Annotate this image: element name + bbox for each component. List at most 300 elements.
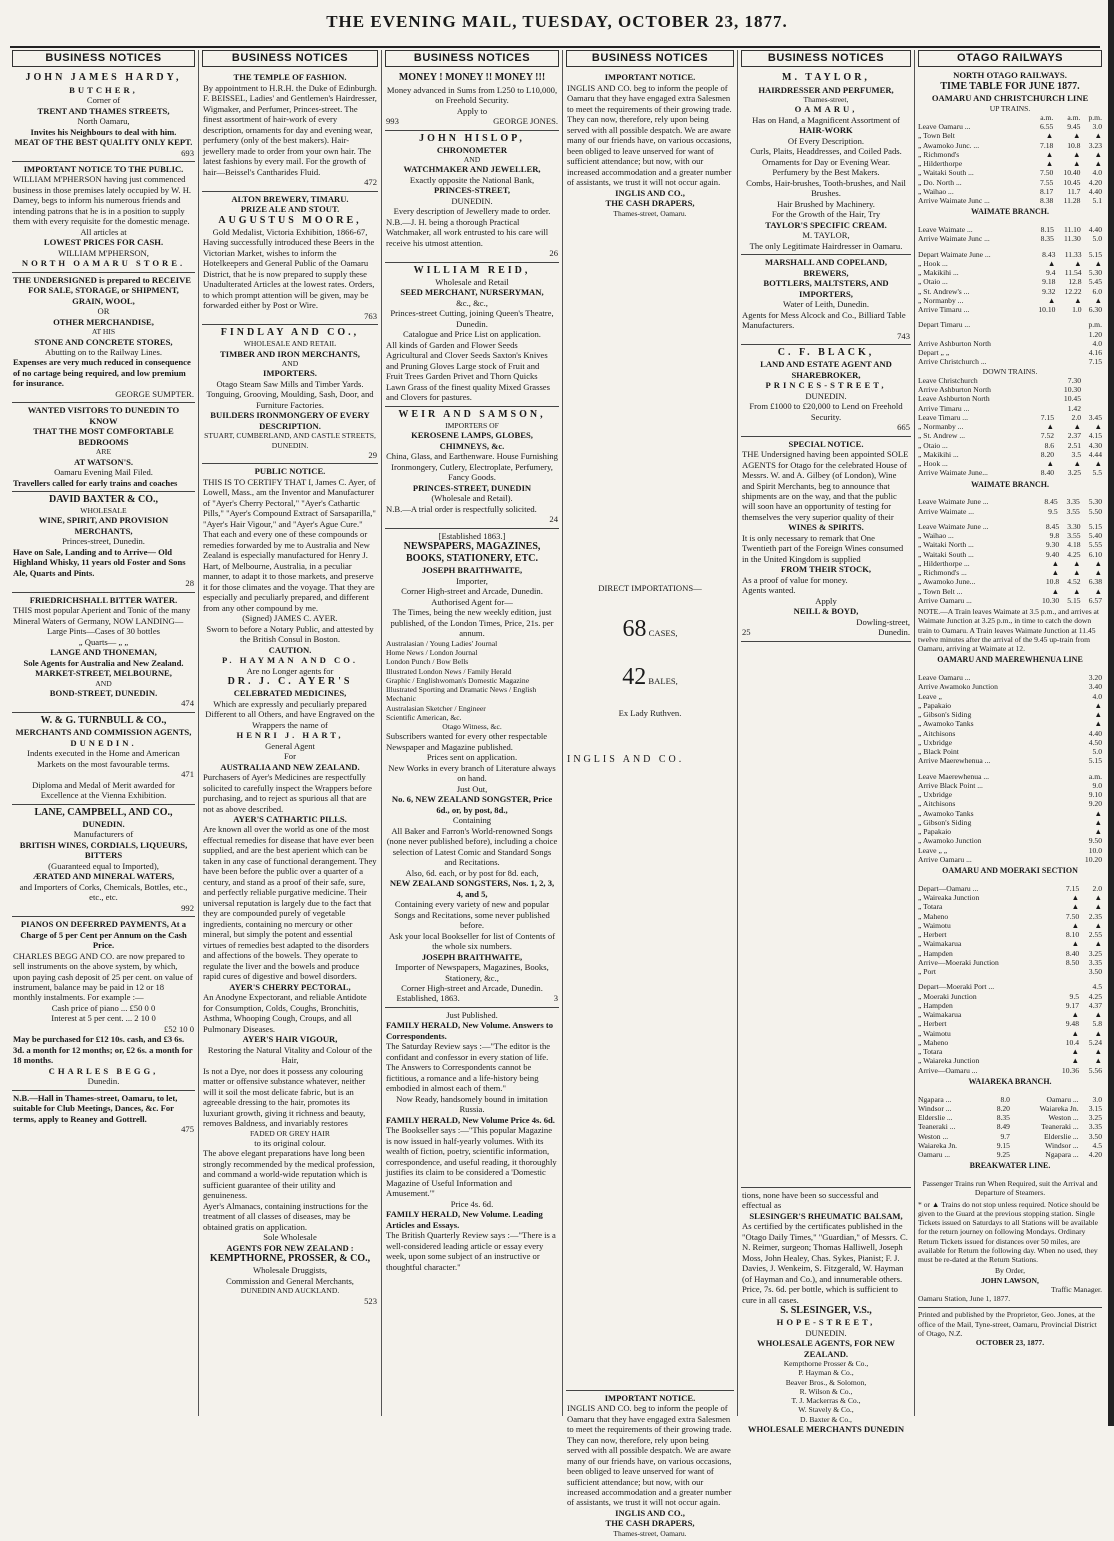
table-cell: „ Totara: [918, 902, 943, 912]
table-cell: 7.50: [1040, 168, 1054, 178]
list-item: „ Awamoko Tanks: [918, 808, 974, 818]
ad-text: DUNEDIN.: [70, 737, 137, 748]
table-row: [918, 949, 1102, 958]
ad-hall: [12, 1091, 195, 1138]
ad-text: Exactly opposite the National Bank,: [409, 174, 535, 185]
column-header: BUSINESS NOTICES: [741, 50, 911, 67]
table-row: [918, 413, 1102, 422]
table-row: [918, 1141, 1102, 1150]
ad-heading: WILLIAM REID,: [413, 264, 531, 276]
table-cell: 5.8: [1092, 1019, 1102, 1029]
ad-text: Expenses are very much reduced in consequence of no cartage being required, and low premium for insurance.: [13, 357, 191, 389]
timetable: [918, 225, 1102, 244]
table-cell: Teaneraki ...: [1041, 1122, 1079, 1132]
column-header: BUSINESS NOTICES: [566, 50, 734, 67]
list-item: „ Aitchisons: [918, 799, 956, 809]
ad-text: (Signed) JAMES C. AYER.: [242, 613, 338, 624]
table-cell: 4.25: [1088, 991, 1102, 1001]
list-item: Leave Maerewhenua ...: [918, 771, 990, 781]
table-cell: ▲: [1094, 939, 1102, 949]
table-cell: Leave Timaru ...: [918, 412, 968, 422]
ad-text: [Established 1863.]: [438, 530, 506, 541]
table-row: [918, 122, 1102, 131]
table-row: [918, 450, 1102, 459]
table-row: [918, 540, 1102, 549]
table-row: [918, 1122, 1102, 1131]
cases-line: [567, 615, 733, 644]
table-cell: „ Maheno: [918, 1037, 949, 1047]
table-cell: „ Waimakarua: [918, 1010, 962, 1020]
table-row: [918, 531, 1102, 540]
table-row: [918, 1056, 1102, 1065]
table-row: [918, 277, 1102, 286]
ad-text: Water of Leith, Dunedin.: [783, 299, 869, 310]
ad-text: CHARLES BEGG AND CO. are now prepared to sell instruments on the above system, by which, upon paying cash deposit of 25 per cent. on value of instrument, balance may be paid in 12 or 18 monthly instalments. For example :—: [13, 950, 193, 1003]
table-cell: „ Otaio ...: [918, 440, 948, 450]
list-item: 4.40: [1088, 728, 1102, 738]
newspaper-title: THE EVENING MAIL, TUESDAY, OCTOBER 23, 1877.: [326, 12, 788, 31]
table-row: [918, 1047, 1102, 1056]
table-row: [918, 1029, 1102, 1038]
top-rule: [10, 46, 1100, 48]
table-cell: Leave Waimate ...: [918, 225, 973, 235]
table-cell: „ Waireaka Junction: [918, 893, 980, 903]
ad-moore: [202, 192, 378, 326]
list-item: „ Uxbridge: [918, 737, 952, 747]
table-cell: 8.35: [1040, 234, 1054, 244]
table-cell: ▲: [1071, 902, 1080, 912]
table-cell: „ St. Andrew's ...: [918, 286, 970, 296]
ad-list-item: D. Baxter & Co.,: [800, 1414, 852, 1424]
ad-baxter: [12, 492, 195, 593]
table-cell: 9.40: [1045, 549, 1060, 559]
table-cell: 2.0: [1071, 412, 1082, 422]
table-row: [918, 1038, 1102, 1047]
ad-number: 24: [549, 514, 558, 525]
table-row: [918, 431, 1102, 440]
ad-text: Diploma and Medal of Merit awarded for Excellence at the Vienna Exhibition.: [32, 779, 175, 801]
ad-heading: IMPORTANT NOTICE TO THE PUBLIC.: [23, 163, 184, 174]
page-edge: [1108, 0, 1114, 1426]
table-cell: ▲: [1047, 258, 1056, 268]
table-cell: 8.20: [996, 1103, 1010, 1113]
table-cell: ▲: [1072, 159, 1081, 169]
ad-text: As a proof of value for money.: [742, 574, 848, 585]
table-cell: 2.35: [1088, 911, 1102, 921]
ad-heading: THE TEMPLE OF FASHION.: [233, 72, 347, 83]
ad-heading: IMPORTANT NOTICE.: [604, 72, 696, 83]
timetable: [918, 497, 1102, 516]
table-cell: 8.38: [1040, 196, 1054, 206]
table-cell: ▲: [1094, 893, 1102, 903]
ad-list-item: Otago Witness, &c.: [442, 722, 502, 732]
table-cell: „ Waimakarua: [918, 939, 962, 949]
list-item: 3.40: [1088, 682, 1102, 692]
ad-text: AUGUSTUS MOORE,: [218, 214, 362, 226]
ad-text: By appointment to H.R.H. the Duke of Edinburgh.: [203, 82, 377, 93]
section-title: WAIAREKA BRANCH.: [968, 1076, 1052, 1086]
table-row: [918, 958, 1102, 967]
ad-heading: FINDLAY AND CO.,: [220, 327, 360, 339]
table-cell: Weston ...: [1048, 1113, 1079, 1123]
ad-text: All kinds of Garden and Flower Seeds Agricultural and Clover Seeds Saxton's Knives and Pruning Gloves Large stock of Fruit and Fruit Trees Garden Privet and Thorn Quicks Lawn Grass of the finest quality Mixed Grasses and Clovers for pastures.: [386, 339, 550, 403]
table-cell: Arrive Timaru ...: [918, 305, 970, 315]
ad-text: General Agent: [265, 740, 315, 751]
table-cell: ▲: [1071, 920, 1080, 930]
table-cell: 2.51: [1067, 440, 1082, 450]
table-cell: 10.4: [1065, 1037, 1080, 1047]
table-cell: Arrive Waimate Junc ...: [918, 234, 990, 244]
ad-list-item: Kempthorne Prosser & Co.,: [783, 1359, 869, 1369]
ad-text: P. HAYMAN AND CO.: [221, 655, 359, 666]
ad-friedrichshall: [12, 593, 195, 713]
table-cell: ▲: [1094, 1010, 1102, 1020]
ad-number: 474: [181, 698, 194, 709]
ad-text: FOR SALE, STORAGE, or SHIPMENT, GRAIN, WOOL,: [28, 285, 179, 306]
table-cell: ▲: [1094, 422, 1102, 432]
column-1: [12, 50, 195, 1418]
table-cell: 9.17: [1065, 1000, 1080, 1010]
table-row: [918, 348, 1102, 357]
timetable: [918, 1095, 1102, 1160]
table-row: [918, 559, 1102, 568]
table-cell: „ Hook ...: [918, 258, 948, 268]
table-cell: 3.50: [1088, 1131, 1102, 1141]
table-row: [918, 113, 1102, 122]
ad-heading: M. TAYLOR,: [782, 72, 870, 84]
ad-text: INGLIS AND CO. beg to inform the people of Oamaru that they have engaged extra Salesmen to meet the requirements of their growing trade. They can now, therefore, rely upon being served with all possible despatch. We are aware many of our friends have, on various occasions, been obliged to leave unserved for want of sufficient attendance; but now, with our increased accommodation and a greater number of assistants, we trust it will not occur again.: [567, 1403, 732, 1508]
table-cell: Arrive Timaru ...: [918, 403, 970, 413]
ad-number: 693: [181, 147, 194, 158]
ad-text: Are known all over the world as one of the most effectual remedies for disease that have ever been supplied, and are the best aperient which can be taken in any case of functional derangement. They have been before the public over a quarter of a century, and stand as a proof of their safe, sure, and perfectly reliable purgative medicine. Their universal reputation is largely due to the fact that they are compounded purely of vegetable ingredients, containing no mercury or other mineral, but simply the potent and essential virtues of remedies best adapted to the disorders and affections of the bowels. They operate to regulate the liver and the bowels and produce rapid cures of digestive and bowel disorders.: [203, 824, 377, 982]
table-cell: ▲: [1072, 131, 1081, 141]
ad-text: BUTCHER,: [69, 84, 138, 95]
ad-text: Agents wanted.: [742, 585, 796, 596]
table-row: [918, 497, 1102, 506]
column-divider: [562, 50, 563, 1416]
table-cell: 10.30: [1063, 385, 1082, 395]
table-cell: 7.50: [1065, 911, 1080, 921]
table-row: [918, 225, 1102, 234]
table-cell: 8.0: [1000, 1094, 1010, 1104]
ad-text: FROM THEIR STOCK,: [780, 564, 872, 575]
table-row: [918, 305, 1102, 314]
ad-text: HAIRDRESSER AND PERFUMER,: [758, 84, 894, 95]
ad-inglis-bottom: [566, 1390, 734, 1541]
ad-text: Curls, Plaits, Headdresses, and Coiled Pads.: [750, 146, 902, 157]
table-cell: 9.15: [996, 1140, 1010, 1150]
table-cell: 8.10: [1065, 930, 1080, 940]
column-header: BUSINESS NOTICES: [385, 50, 559, 67]
ad-text: Restoring the Natural Vitality and Colour of the Hair,: [207, 1044, 373, 1066]
table-row: [918, 468, 1102, 477]
ad-number: 993: [386, 116, 399, 127]
ad-text: Combs, Hair-brushes, Tooth-brushes, and Nail Brushes.: [746, 177, 906, 199]
table-cell: „ Hilderthorpe: [918, 159, 963, 169]
ad-list-item: Illustrated Sporting and Dramatic News / English Mechanic: [386, 685, 537, 704]
list-item: ▲: [1094, 817, 1102, 827]
table-cell: ▲: [1094, 920, 1102, 930]
table-cell: „ Hampden: [918, 1000, 953, 1010]
ad-text: Money advanced in Sums from L250 to L10,000, on Freehold Security.: [386, 84, 558, 106]
ad-list-item: Home News / London Journal: [386, 648, 478, 658]
ad-text: BOTTLERS, MALTSTERS, AND IMPORTERS,: [763, 278, 889, 299]
ad-text: WINE, SPIRIT, AND PROVISION MERCHANTS,: [38, 515, 169, 536]
ad-text: Sworn to before a Notary Public, and attested by the British Consul in Boston.: [206, 623, 374, 645]
table-cell: 4.5: [1092, 982, 1102, 992]
ad-text: Is not a Dye, nor does it possess any colouring matter or offensive substance whatever, neither will it soil the most delicate fabric, but is an agreeable dressing to the hair, promotes its luxuriant growth, giving it richness and beauty, removes Baldness, and invariably restores: [203, 1065, 366, 1129]
table-cell: „ Makikihi ...: [918, 449, 959, 459]
ad-text: DUNEDIN.: [82, 818, 125, 829]
table-cell: „ Normanby ...: [918, 422, 964, 432]
table-cell: 10.45: [1063, 394, 1082, 404]
ad-text: AUSTRALIA AND NEW ZEALAND.: [220, 761, 360, 772]
table-cell: Depart—Moeraki Port ...: [918, 982, 995, 992]
table-cell: ▲: [1094, 1047, 1102, 1057]
table-cell: ▲: [1046, 422, 1055, 432]
ad-ayer: [202, 464, 378, 1309]
table-row: [918, 596, 1102, 605]
table-cell: „ Totara: [918, 1047, 943, 1057]
ad-text: IMPORTERS OF: [445, 421, 499, 430]
ad-text: New Works in every branch of Literature always on hand.: [388, 762, 556, 784]
ad-text: CELEBRATED MEDICINES,: [233, 688, 347, 699]
table-cell: 2.55: [1088, 930, 1102, 940]
table-cell: „ Hilderthorpe ...: [918, 558, 970, 568]
ad-text: Containing: [452, 815, 492, 826]
table-cell: 5.40: [1088, 531, 1102, 541]
table-cell: 6.30: [1088, 305, 1102, 315]
list-item: Leave „ „: [918, 845, 948, 855]
ad-text: Also, 6d. each, or by post for 8d. each,: [405, 867, 539, 878]
ad-text: Are no Longer agents for: [246, 665, 334, 676]
ad-hardy: [12, 70, 195, 162]
ad-text: DUNEDIN AND AUCKLAND.: [240, 1286, 340, 1296]
table-cell: 9.25: [996, 1150, 1010, 1160]
ad-text: CHRONOMETER: [436, 144, 508, 155]
table-cell: 6.55: [1040, 122, 1054, 132]
ad-text: Wholesale and Retail: [435, 277, 509, 287]
table-cell: Depart Waimate June ...: [918, 249, 991, 259]
blank-space: [741, 642, 911, 1187]
table-cell: „ Normanby ...: [918, 295, 964, 305]
table-cell: „ Herbert: [918, 930, 947, 940]
table-cell: 7.18: [1040, 140, 1054, 150]
ad-text: Princes-street Cutting, joining Queen's Theatre, Dunedin.: [390, 308, 554, 329]
ad-text: Have on Sale, Landing and to Arrive— Old Highland Whisky, 11 years old Foster and Sons Ale, Quarts and Pints.: [13, 546, 186, 578]
table-row: [918, 1113, 1102, 1122]
ad-heading: JOHN HISLOP,: [419, 132, 525, 144]
ad-text: BRITISH WINES, CORDIALS, LIQUEURS, BITTERS: [19, 839, 188, 861]
ad-sign-line: [742, 627, 910, 637]
table-cell: Arrive Ashburton North: [918, 385, 991, 395]
table-cell: Windsor ...: [1045, 1140, 1079, 1150]
imprint-date: OCTOBER 23, 1877.: [975, 1338, 1045, 1348]
table-cell: 5.15: [1067, 595, 1081, 605]
table-cell: ▲: [1074, 258, 1082, 268]
list-item: 9.0: [1092, 780, 1102, 790]
ad-text: AND: [463, 155, 481, 165]
ad-text: BOND-STREET, DUNEDIN.: [49, 688, 158, 698]
table-cell: Arrive—Moeraki Junction: [918, 957, 999, 967]
table-cell: Depart Timaru ...: [918, 320, 971, 330]
ad-text: Tonguing, Grooving, Moulding, Sash, Door, and Furniture Factories.: [206, 389, 374, 410]
ad-text: It is only necessary to remark that One Twentieth part of the Foreign Wines consumed in the United Kingdom is supplied: [742, 532, 904, 564]
table-cell: ▲: [1045, 131, 1054, 141]
table-cell: 8.6: [1044, 440, 1055, 450]
table-row: [918, 1150, 1102, 1159]
ad-text: Catalogue and Price List on application.: [403, 329, 541, 340]
table-row: [918, 921, 1102, 930]
section-title: WAIMATE BRANCH.: [970, 207, 1050, 217]
ad-text: &c., &c.,: [456, 297, 488, 308]
table-cell: [1033, 404, 1054, 413]
ad-heading: WANTED VISITORS TO DUNEDIN TO KNOW: [27, 405, 180, 426]
ad-text: Corner High-street and Arcade, Dunedin.: [401, 586, 543, 597]
table-cell: 5.24: [1088, 1037, 1102, 1047]
list-item: 4.50: [1088, 737, 1102, 747]
table-cell: 4.18: [1067, 540, 1081, 550]
timetable-title: TIME TABLE FOR JUNE 1877.: [940, 80, 1080, 92]
ad-text: tions, none have been so successful and effectual as: [742, 1189, 879, 1211]
table-cell: ▲: [1094, 131, 1102, 141]
table-cell: Windsor ...: [918, 1103, 952, 1113]
table-row: [918, 150, 1102, 159]
table-cell: 3.0: [1092, 1094, 1102, 1104]
list-item: Leave Oamaru ...: [918, 673, 971, 683]
list-item: 5.0: [1092, 747, 1102, 757]
ad-text: Travellers called for early trains and coaches: [13, 477, 178, 488]
table-cell: 3.25: [1088, 948, 1102, 958]
table-cell: [1081, 394, 1102, 403]
ad-text: The Bookseller says :—"This popular Magazine is now issued in half-yearly volumes. With its wealth of fiction, poetry, scientific information, correspondence, and useful reading, it thoroughly justifies its claim to be considered a 'Domestic Magazine of Useful Information and Amusement.'": [386, 1125, 557, 1199]
table-cell: 3.35: [1088, 957, 1102, 967]
ad-text: GEORGE JONES.: [493, 116, 558, 127]
direction-label: DOWN TRAINS.: [982, 366, 1038, 376]
ad-text: Ask your local Bookseller for list of Contents of the whole six numbers.: [388, 930, 556, 952]
table-cell: 4.20: [1088, 1150, 1102, 1160]
ad-text: Interest at 5 per cent. ... 2 10 0: [51, 1013, 156, 1024]
direction-label: UP TRAINS.: [989, 103, 1031, 113]
ad-text: WILLIAM M'PHERSON,: [58, 247, 149, 258]
list-item: 9.10: [1088, 790, 1102, 800]
table-cell: 3.55: [1067, 531, 1081, 541]
ad-text: WHOLESALE: [80, 506, 127, 516]
ad-list-item: Beaver Bros., & Solomon,: [785, 1377, 867, 1387]
table-row: [918, 196, 1102, 205]
table-cell: [1056, 967, 1079, 976]
order-line: Oamaru Station, June 1, 1877.: [918, 1294, 1011, 1304]
ad-text: WINES & SPIRITS.: [788, 522, 864, 533]
ad-text: STUART, CUMBERLAND, AND CASTLE STREETS, DUNEDIN.: [204, 431, 376, 450]
ad-text: Princes-street, Dunedin.: [62, 536, 145, 547]
table-cell: 4.25: [1067, 549, 1081, 559]
ad-text: KEMPTHORNE, PROSSER, & CO.,: [209, 1253, 371, 1265]
table-cell: [1033, 394, 1054, 403]
ad-text: North Oamaru,: [77, 116, 130, 127]
ad-text: KEROSENE LAMPS, GLOBES, CHIMNEYS, &c.: [411, 430, 533, 451]
bales-label: BALES,: [648, 675, 678, 686]
blank-space: [566, 221, 734, 581]
list-item: „ Gibson's Siding: [918, 710, 972, 720]
ad-text: Importer of Newspapers, Magazines, Books, Stationery, &c.,: [395, 962, 549, 983]
table-cell: 8.40: [1040, 468, 1055, 478]
ad-text: May be purchased for £12 10s. cash, and £3 6s. 3d. a month for 12 months; or, £2 6s. a month for 18 months.: [13, 1034, 193, 1066]
table-cell: „ Town Belt ...: [918, 586, 963, 596]
table-row: [918, 141, 1102, 150]
ad-list-item: W. Stavely & Co.,: [798, 1405, 854, 1415]
ad-text: Ayer's Almanacs, containing instructions for the treatment of all classes of diseases, may be obtained gratis on application.: [203, 1200, 368, 1232]
list-item: ▲: [1094, 700, 1102, 710]
ad-text: For: [284, 751, 296, 762]
table-cell: 7.15: [1088, 357, 1102, 367]
table-cell: 9.32: [1042, 286, 1056, 296]
timetable: [918, 250, 1102, 315]
table-row: [918, 1066, 1102, 1075]
table-row: [918, 587, 1102, 596]
table-cell: 6.10: [1088, 549, 1102, 559]
ad-text: THAT THE MOST COMFORTABLE BEDROOMS: [33, 426, 174, 447]
table-cell: 3.25: [1067, 468, 1082, 478]
ad-mpherson: [12, 162, 195, 273]
table-row: [918, 1095, 1102, 1104]
table-cell: 3.30: [1067, 521, 1081, 531]
ad-text: JOSEPH BRAITHWAITE,: [421, 565, 523, 576]
ad-text: MERCHANTS AND COMMISSION AGENTS,: [15, 727, 192, 738]
ad-text: Containing every variety of new and popular Songs and Recitations, some never published before.: [394, 899, 550, 931]
list-item: 10.20: [1084, 854, 1102, 864]
table-cell: [1033, 376, 1054, 385]
table-cell: „ Waihao ...: [918, 186, 954, 196]
ad-text: WILLIAM M'PHERSON having just commenced business in those premises lately occupied by W. H. Damey, begs to inform his numerous friends and intending patrons that he is in a position to supply them with every requisite for the domestic menage.: [13, 174, 192, 227]
table-cell: 7.15: [1065, 883, 1080, 893]
bales-count: 42: [622, 663, 647, 690]
table-cell: 5.1: [1092, 196, 1102, 206]
ad-text: Oamaru Evening Mail Filed.: [54, 467, 153, 478]
ad-text: Apply: [815, 595, 837, 606]
ad-text: Purchasers of Ayer's Medicines are respectfully solicited to carefully inspect the Wrappers before purchasing, and to reject as spurious all that are not as above described.: [203, 772, 372, 814]
table-cell: Leave Waimate June ...: [918, 521, 989, 531]
ad-text: Has on Hand, a Magnificent Assortment of: [752, 114, 900, 125]
table-cell: [1050, 982, 1080, 991]
ad-text: Now Ready, handsomely bound in imitation Russia.: [396, 1093, 548, 1115]
ad-heading: ALTON BREWERY, TIMARU.: [231, 193, 349, 204]
imprint-text: Printed and published by the Proprietor, Geo. Jones, at the office of the Mail, Tyne-street, Oamaru, Provincial District of Otago, N.Z.: [918, 1310, 1097, 1338]
table-cell: Arrive Christchurch ...: [918, 357, 987, 367]
ad-number: 763: [364, 310, 377, 321]
table-cell: 10.30: [1042, 595, 1060, 605]
ad-heading: C. F. BLACK,: [777, 346, 875, 358]
table-cell: 4.52: [1067, 577, 1081, 587]
ad-text: INGLIS AND CO. beg to inform the people of Oamaru that they have engaged extra Salesmen to meet the requirements of their growing trade. They can now, therefore, rely upon being served with all possible despatch. We are aware many of our friends have, on various occasions, been obliged to leave unserved for want of sufficient attendance; but now, with our increased accommodation and a greater number of assistants, we trust it will not occur again.: [567, 82, 732, 188]
ad-text: AYER'S CATHARTIC PILLS.: [233, 814, 347, 824]
table-cell: ▲: [1094, 295, 1102, 305]
ad-number: 665: [897, 422, 910, 433]
table-cell: a.m.: [1067, 112, 1081, 122]
ad-text: Importer,: [456, 575, 488, 586]
ad-list-item: R. Wilson & Co.,: [799, 1386, 853, 1396]
table-cell: 11.10: [1063, 225, 1081, 235]
ad-sign-line: [386, 993, 558, 1003]
order-line: Traffic Manager.: [1050, 1284, 1102, 1294]
table-cell: ▲: [1072, 149, 1081, 159]
table-row: [918, 902, 1102, 911]
ad-heading: DIRECT IMPORTATIONS—: [598, 582, 702, 593]
ad-text: FADED OR GREY HAIR: [250, 1128, 330, 1138]
table-row: [918, 568, 1102, 577]
ad-text: MEAT OF THE BEST QUALITY ONLY KEPT.: [14, 137, 193, 148]
ad-text: As certified by the certificates published in the "Otago Daily Times," "Guardian," of Messrs. C. N. Reimer, surgeon; Thomas Halliwell, Joseph Moss, John Healey, Chas. Sykes, Pianist; F. J. Davies, J. Wenkeim, S. Fitzgerald, W. Hayman (of Hayman and Co.), and innumerable others.: [742, 1221, 908, 1284]
